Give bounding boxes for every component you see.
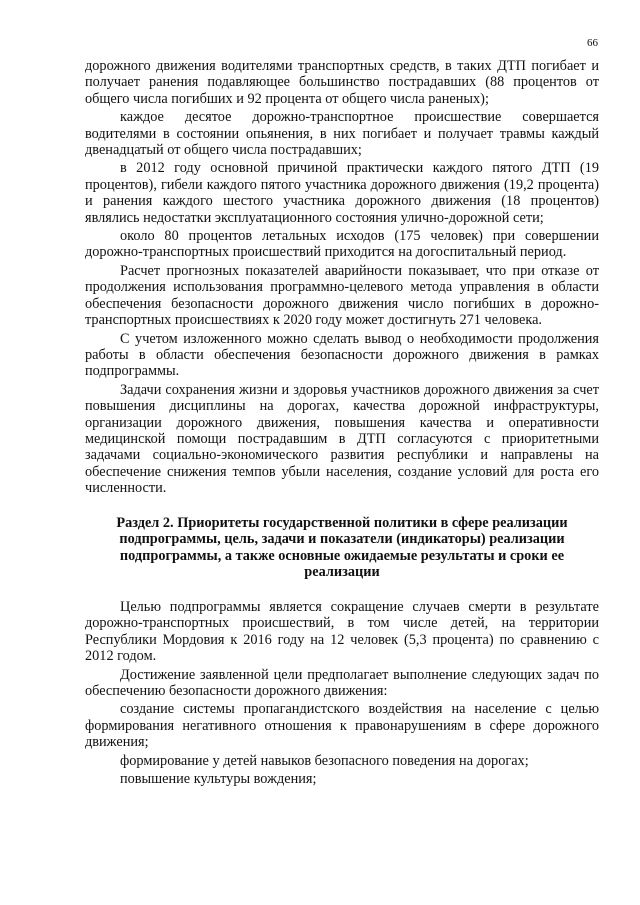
paragraph-forecast: Расчет прогнозных показателей аварийности показывает, что при отказе от продолжения использования программно-целевого метода управления в области обеспечения безопасности дорожного движения число погибших в дорожно-транспортных происшествиях к 2020 году может достигнуть 271 человека. xyxy=(85,262,599,329)
page-number: 66 xyxy=(587,37,598,49)
list-item-driving-culture: повышение культуры вождения; xyxy=(120,771,317,787)
list-item-children-skills: формирование у детей навыков безопасного поведения на дорогах; xyxy=(120,752,529,769)
paragraph-continuation: дорожного движения водителями транспортных средств, в таких ДТП погибает и получает ранения подавляющее большинство пострадавших (88 процентов от общего числа погибших и 92 процента от общего числа раненых); xyxy=(85,58,599,107)
paragraph-goal: Целью подпрограммы является сокращение случаев смерти в результате дорожно-транспортных происшествий, в том числе детей, на территории Республики Мордовия к 2016 году на 12 человек (5,3 процента) по сравнению с 2012 годом. xyxy=(85,598,599,665)
paragraph-goal-achievement: Достижение заявленной цели предполагает выполнение следующих задач по обеспечению безопасности дорожного движения: xyxy=(85,666,599,699)
paragraph-drunk-driving: каждое десятое дорожно-транспортное происшествие совершается водителями в состоянии опьянения, в них погибает и получает травмы каждый двенадцатый от общего числа пострадавших; xyxy=(85,109,599,159)
paragraph-tasks: Задачи сохранения жизни и здоровья участников дорожного движения за счет повышения дисциплины на дорогах, качества дорожной инфраструктуры, организации дорожного движения, повышения качества и оперативности медицинской помощи пострадавшим в ДТП согласуются с приоритетными задачами социально-экономического развития республики и направлены на обеспечение снижения темпов убыли населения, создание условий для роста его численности. xyxy=(85,381,599,497)
list-item-propaganda: создание системы пропагандистского воздействия на население с целью формирования негативного отношения к правонарушениям в сфере дорожного движения; xyxy=(85,701,599,751)
section-heading: Раздел 2. Приоритеты государственной политики в сфере реализации подпрограммы, цель, задачи и показатели (индикаторы) реализации подпрограммы, а также основные ожидаемые результаты и сроки ее реализации xyxy=(116,514,568,581)
paragraph-road-network: в 2012 году основной причиной практически каждого пятого ДТП (19 процентов), гибели каждого пятого участника дорожного движения (19,2 процента) и ранения каждого шестого участника дорожного движения (18 процентов) являлись недостатки эксплуатационного состояния улично-дорожной сети; xyxy=(85,160,599,226)
paragraph-prehospital: около 80 процентов летальных исходов (175 человек) при совершении дорожно-транспортных происшествий приходится на догоспитальный период. xyxy=(85,228,599,261)
paragraph-conclusion: С учетом изложенного можно сделать вывод о необходимости продолжения работы в области обеспечения безопасности дорожного движения в рамках подпрограммы. xyxy=(85,330,599,380)
document-body xyxy=(85,58,599,789)
